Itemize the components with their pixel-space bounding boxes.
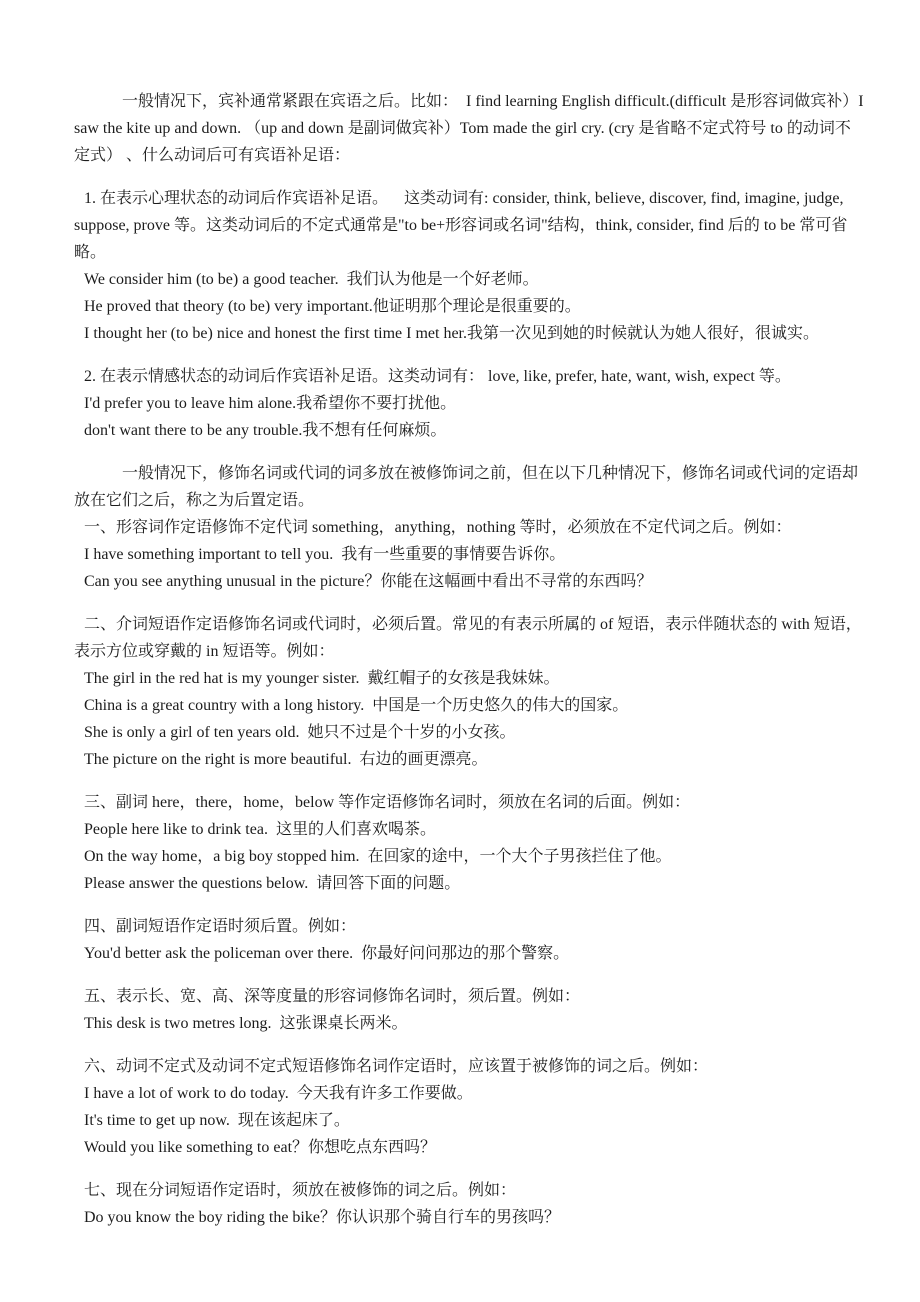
- section-heading: 2. 在表示情感状态的动词后作宾语补足语。这类动词有： love, like, prefer, hate, want, wish, expect 等。: [84, 368, 791, 385]
- intro-paragraph: 一般情况下，修饰名词或代词的词多放在被修饰词之前，但在以下几种情况下，修饰名词或代词的定语却放在它们之后，称之为后置定语。: [74, 465, 859, 509]
- section-heading: 七、现在分词短语作定语时，须放在被修饰的词之后。例如：: [84, 1182, 517, 1199]
- section-heading: 四、副词短语作定语时须后置。例如：: [84, 918, 357, 935]
- section-heading: 1. 在表示心理状态的动词后作宾语补足语。 这类动词有: consider, think, believe, discover, find, imagine, judge, suppose, prove 等。这类动词后的不定式通常是"to be+形容词或名词"结构，think, consider, find 后的 to be 常可省略。: [74, 190, 848, 261]
- example-sentence: China is a great country with a long history. 中国是一个历史悠久的伟大的国家。: [84, 697, 629, 714]
- intro-paragraph: 一般情况下，宾补通常紧跟在宾语之后。比如： I find learning English difficult.(difficult 是形容词做宾补）I saw the kite up and down. （up and down 是副词做宾补）Tom made the girl cry. (cry 是省略不定式符号 to 的动词不定式） 、什么动词后可有宾语补足语：: [74, 93, 868, 164]
- example-sentence: The picture on the right is more beautiful. 右边的画更漂亮。: [84, 751, 488, 768]
- example-sentence: On the way home，a big boy stopped him. 在回家的途中，一个大个子男孩拦住了他。: [84, 848, 672, 865]
- example-sentence: Can you see anything unusual in the picture？你能在这幅画中看出不寻常的东西吗？: [84, 573, 653, 590]
- example-sentence: I thought her (to be) nice and honest the first time I met her.我第一次见到她的时候就认为她人很好，很诚实。: [84, 325, 820, 342]
- example-sentence: This desk is two metres long. 这张课桌长两米。: [84, 1015, 408, 1032]
- example-sentence: I'd prefer you to leave him alone.我希望你不要打扰他。: [84, 395, 457, 412]
- example-sentence: Would you like something to eat？你想吃点东西吗？: [84, 1139, 437, 1156]
- example-sentence: Do you know the boy riding the bike？你认识那个骑自行车的男孩吗？: [84, 1209, 560, 1226]
- section-heading: 二、介词短语作定语修饰名词或代词时，必须后置。常见的有表示所属的 of 短语，表示伴随状态的 with 短语，表示方位或穿戴的 in 短语等。例如：: [74, 616, 862, 660]
- example-sentence: He proved that theory (to be) very important.他证明那个理论是很重要的。: [84, 298, 581, 315]
- section-heading: 三、副词 here，there，home，below 等作定语修饰名词时，须放在名词的后面。例如：: [84, 794, 691, 811]
- example-sentence: Please answer the questions below. 请回答下面的问题。: [84, 875, 461, 892]
- example-sentence: We consider him (to be) a good teacher. 我们认为他是一个好老师。: [84, 271, 539, 288]
- example-sentence: I have something important to tell you. 我有一些重要的事情要告诉你。: [84, 546, 566, 563]
- example-sentence: She is only a girl of ten years old. 她只不过是个十岁的小女孩。: [84, 724, 516, 741]
- example-sentence: The girl in the red hat is my younger sister. 戴红帽子的女孩是我妹妹。: [84, 670, 560, 687]
- section-heading: 六、动词不定式及动词不定式短语修饰名词作定语时，应该置于被修饰的词之后。例如：: [84, 1058, 709, 1075]
- example-sentence: don't want there to be any trouble.我不想有任何麻烦。: [84, 422, 447, 439]
- example-sentence: I have a lot of work to do today. 今天我有许多工作要做。: [84, 1085, 473, 1102]
- example-sentence: People here like to drink tea. 这里的人们喜欢喝茶。: [84, 821, 436, 838]
- section-heading: 一、形容词作定语修饰不定代词 something，anything，nothing 等时，必须放在不定代词之后。例如：: [84, 519, 792, 536]
- example-sentence: It's time to get up now. 现在该起床了。: [84, 1112, 350, 1129]
- example-sentence: You'd better ask the policeman over there. 你最好问问那边的那个警察。: [84, 945, 570, 962]
- section-heading: 五、表示长、宽、高、深等度量的形容词修饰名词时，须后置。例如：: [84, 988, 581, 1005]
